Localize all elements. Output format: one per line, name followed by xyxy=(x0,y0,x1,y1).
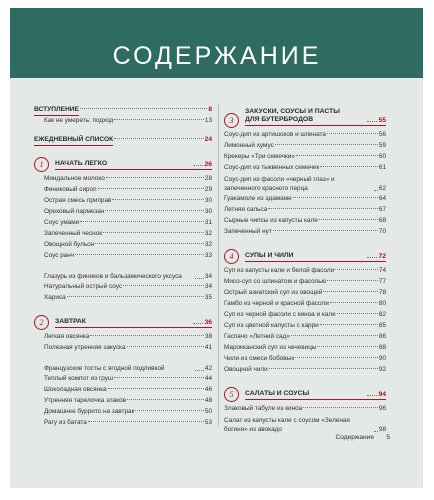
entry-page: 33 xyxy=(204,252,212,259)
toc-entry[interactable] xyxy=(34,406,212,417)
entry-page: 67 xyxy=(378,206,386,213)
entry-title: Соус-дип из фасоли «черный глаз» и запеченного красного перца xyxy=(224,176,335,192)
chapter-title xyxy=(245,252,366,260)
toc-entry[interactable] xyxy=(224,287,386,298)
entry-title: Запеченный чеснок xyxy=(44,230,103,237)
dot-leader xyxy=(108,388,204,389)
chapter-1-heading[interactable] xyxy=(34,154,212,170)
chapter-page: 72 xyxy=(378,253,386,260)
toc-entry[interactable] xyxy=(224,151,386,162)
column-divider xyxy=(218,104,219,426)
chapter-number-badge: 2 xyxy=(34,315,49,330)
entry-page: 96 xyxy=(378,405,386,412)
dot-leader xyxy=(319,219,378,220)
entry-page: 34 xyxy=(204,283,212,290)
dot-leader xyxy=(127,346,204,347)
toc-entry[interactable] xyxy=(34,281,212,292)
entry-page: 61 xyxy=(378,164,386,171)
chapter-title xyxy=(55,160,192,168)
dot-leader xyxy=(106,177,204,178)
dot-leader xyxy=(327,133,378,134)
entry-title: ЕЖЕДНЕВНЫЙ СПИСОК xyxy=(34,134,113,146)
entry-page: 50 xyxy=(204,408,212,415)
entry-page: 13 xyxy=(204,117,212,124)
dot-leader xyxy=(75,254,204,255)
entry-title: Французские тосты с ягодной подливкой xyxy=(44,365,165,372)
dot-leader xyxy=(269,368,378,369)
entry-title: Легкая овсянка xyxy=(44,333,90,340)
chapter-3-heading[interactable] xyxy=(224,104,386,126)
dot-leader xyxy=(291,335,378,336)
entry-page: 78 xyxy=(378,289,386,296)
toc-entry-intro[interactable] xyxy=(34,104,212,115)
toc-entry[interactable] xyxy=(224,364,386,375)
entry-page: 32 xyxy=(204,241,212,248)
toc-entry[interactable] xyxy=(34,217,212,228)
toc-entry[interactable] xyxy=(224,353,386,364)
chapter-heading xyxy=(245,390,386,400)
chapter-title xyxy=(245,108,366,124)
dot-leader xyxy=(88,421,204,422)
dot-leader xyxy=(112,199,203,200)
toc-entry[interactable] xyxy=(224,331,386,342)
toc-entry[interactable] xyxy=(34,184,212,195)
toc-entry[interactable] xyxy=(34,261,212,281)
dot-leader xyxy=(105,210,204,211)
toc-entry[interactable] xyxy=(34,239,212,250)
entry-title: Соус-дип из артишоков и шпината xyxy=(224,131,326,138)
chapter-heading xyxy=(55,160,212,170)
entry-page: 62 xyxy=(378,185,386,192)
entry-page: 53 xyxy=(204,419,212,426)
toc-entry[interactable] xyxy=(224,320,386,331)
dot-leader xyxy=(303,407,378,408)
entry-title: Домашнее буррито на завтрак xyxy=(44,408,135,415)
entry-page: 44 xyxy=(204,375,212,382)
dot-leader xyxy=(103,232,204,233)
dot-leader xyxy=(193,323,203,324)
toc-entry[interactable] xyxy=(34,250,212,261)
entry-page: 74 xyxy=(378,267,386,274)
chapter-page: 36 xyxy=(204,319,212,326)
entry-title: Гамбо из черной и красной фасоли xyxy=(224,300,329,307)
chapter-2-heading[interactable] xyxy=(34,312,212,328)
entry-title: Хариса xyxy=(44,294,66,301)
chapter-heading xyxy=(245,108,386,126)
entry-page: 24 xyxy=(204,136,212,143)
entry-title: ВСТУПЛЕНИЕ xyxy=(34,104,79,116)
entry-page: 8 xyxy=(208,106,212,113)
dot-leader xyxy=(90,335,204,336)
dot-leader xyxy=(327,280,377,281)
dot-leader xyxy=(275,144,378,145)
chapter-number-badge: 5 xyxy=(224,387,239,402)
toc-entry[interactable] xyxy=(224,215,386,226)
toc-entry[interactable] xyxy=(224,265,386,276)
entry-title: Соус умами xyxy=(44,219,80,226)
entry-title: Полезная утренняя закуска xyxy=(44,344,126,351)
entry-page: 34 xyxy=(204,273,212,280)
chapter-title-line: САЛАТЫ И СОУСЫ xyxy=(245,390,310,397)
entry-page: 31 xyxy=(204,219,212,226)
entry-page: 92 xyxy=(378,366,386,373)
page-footer xyxy=(0,434,434,446)
entry-title: Финиковый сироп xyxy=(44,186,97,193)
toc-entry[interactable] xyxy=(224,309,386,320)
entry-title: Крекеры «Три семечки» xyxy=(224,153,295,160)
entry-title: Ореховый пармезан xyxy=(44,208,105,215)
dot-leader xyxy=(367,257,377,258)
dot-leader xyxy=(330,302,378,303)
entry-page: 77 xyxy=(378,278,386,285)
chapter-number-badge: 1 xyxy=(34,157,49,172)
entry-title: Чили из смеси бобовых xyxy=(224,355,295,362)
dot-leader xyxy=(293,197,378,198)
entry-title: Гуакамоле из эдамаме xyxy=(224,195,292,202)
toc-right-column xyxy=(224,104,386,434)
entry-page: 88 xyxy=(378,344,386,351)
dot-leader xyxy=(114,138,204,139)
toc-entry[interactable] xyxy=(224,193,386,204)
entry-title: Острая смесь приправ xyxy=(44,197,112,204)
entry-title: Запеченный нут xyxy=(224,228,272,235)
footer-label: Содержание xyxy=(335,434,374,441)
entry-title: Миндальное молоко xyxy=(44,175,105,182)
toc-entry[interactable] xyxy=(34,195,212,206)
chapter-5-heading[interactable] xyxy=(224,384,386,400)
chapter-title-line: НАЧАТЬ ЛЕГКО xyxy=(55,160,108,167)
dot-leader xyxy=(367,395,377,396)
chapter-title xyxy=(55,318,192,326)
entry-page: 59 xyxy=(378,142,386,149)
dot-leader xyxy=(320,166,378,167)
entry-title: Теплый компот из груш xyxy=(44,375,114,382)
toc-entry[interactable] xyxy=(34,331,212,342)
toc-entry[interactable] xyxy=(224,414,386,434)
entry-page: 90 xyxy=(378,355,386,362)
entry-title: Как не умереть: подход xyxy=(44,117,114,124)
dot-leader xyxy=(95,243,204,244)
entry-title: Суп из капусты кале и белой фасоли xyxy=(224,267,335,274)
chapter-title-line: ЗАКУСКИ, СОУСЫ И ПАСТЫ xyxy=(245,108,340,115)
dot-leader xyxy=(295,357,377,358)
entry-title: Марокканский суп из чечевицы xyxy=(224,344,317,351)
entry-page: 30 xyxy=(204,197,212,204)
entry-page: 82 xyxy=(378,311,386,318)
toc-entry[interactable] xyxy=(224,129,386,140)
toc-entry[interactable] xyxy=(34,292,212,303)
toc-entry[interactable] xyxy=(224,276,386,287)
dot-leader xyxy=(127,399,204,400)
entry-page: 35 xyxy=(204,294,212,301)
toc-entry[interactable] xyxy=(34,228,212,239)
dot-leader xyxy=(323,291,378,292)
entry-title: Мисо-суп со шпинатом и фасолью xyxy=(224,278,327,285)
entry-title: Соус ранч xyxy=(44,252,75,259)
entry-title: Утренняя тарелочка злаков xyxy=(44,397,126,404)
dot-leader xyxy=(268,208,378,209)
toc-left-column xyxy=(34,104,212,428)
chapter-page: 26 xyxy=(204,161,212,168)
dot-leader xyxy=(374,190,378,191)
entry-title: Соус-дип из тыквенных семечек xyxy=(224,164,320,171)
toc-entry[interactable] xyxy=(34,373,212,384)
toc-entry[interactable] xyxy=(34,173,212,184)
entry-title: Шоколадная овсянка xyxy=(44,386,107,393)
entry-page: 32 xyxy=(204,230,212,237)
entry-page: 30 xyxy=(204,208,212,215)
toc-entry[interactable] xyxy=(224,298,386,309)
toc-entry[interactable] xyxy=(34,115,212,126)
dot-leader xyxy=(193,165,203,166)
toc-entry[interactable] xyxy=(224,403,386,414)
entry-page: 29 xyxy=(204,186,212,193)
entry-page: 85 xyxy=(378,322,386,329)
entry-title: Острый азиатский суп из овощей xyxy=(224,289,323,296)
toc-entry[interactable] xyxy=(34,417,212,428)
entry-title: Овощной чили xyxy=(224,366,268,373)
dot-leader xyxy=(317,346,377,347)
dot-leader xyxy=(114,377,204,378)
entry-page: 46 xyxy=(204,386,212,393)
toc-entry-daily[interactable] xyxy=(34,134,212,145)
page-title: СОДЕРЖАНИЕ xyxy=(112,42,322,70)
chapter-4-heading[interactable] xyxy=(224,246,386,262)
toc-entry[interactable] xyxy=(224,342,386,353)
entry-page: 41 xyxy=(204,344,212,351)
entry-title: Овощной бульон xyxy=(44,241,95,248)
dot-leader xyxy=(337,313,378,314)
entry-title: Глазурь из фиников и бальзамического уксуса xyxy=(44,273,182,280)
entry-title: Лимонный хумус xyxy=(224,142,274,149)
dot-leader xyxy=(135,410,204,411)
entry-page: 56 xyxy=(378,131,386,138)
entry-page: 86 xyxy=(378,333,386,340)
entry-title: Летняя сальса xyxy=(224,206,268,213)
entry-page: 80 xyxy=(378,300,386,307)
toc-entry[interactable] xyxy=(224,173,386,193)
chapter-page: 55 xyxy=(378,117,386,124)
toc-entry[interactable] xyxy=(34,384,212,395)
dot-leader xyxy=(98,188,204,189)
dot-leader xyxy=(296,155,378,156)
toc-entry[interactable] xyxy=(224,162,386,173)
chapter-title-line: ЗАВТРАК xyxy=(55,318,86,325)
chapter-title-line: СУПЫ И ЧИЛИ xyxy=(245,252,294,259)
dot-leader xyxy=(320,324,378,325)
toc-entry[interactable] xyxy=(224,204,386,215)
entry-page: 64 xyxy=(378,195,386,202)
entry-page: 68 xyxy=(378,217,386,224)
chapter-heading xyxy=(245,252,386,262)
dot-leader xyxy=(195,278,204,279)
dot-leader xyxy=(67,296,204,297)
entry-title: Рагу из батата xyxy=(44,419,87,426)
dot-leader xyxy=(123,285,204,286)
chapter-heading xyxy=(55,318,212,328)
entry-title: Гаспачо «Летний сад» xyxy=(224,333,290,340)
toc-entry[interactable] xyxy=(34,395,212,406)
entry-title: Салат из капусты кале с соусом «Зеленая богиня» из авокадо xyxy=(224,417,350,433)
entry-title: Суп из черной фасоли с киноа и кале xyxy=(224,311,336,318)
entry-title: Злаковый табуле из киноа xyxy=(224,405,303,412)
toc-entry[interactable] xyxy=(224,140,386,151)
dot-leader xyxy=(335,269,378,270)
entry-page: 60 xyxy=(378,153,386,160)
dot-leader xyxy=(80,108,207,109)
dot-leader xyxy=(80,221,204,222)
chapter-page: 94 xyxy=(378,391,386,398)
entry-title: Натуральный острый соус xyxy=(44,283,123,290)
toc-entry[interactable] xyxy=(34,206,212,217)
chapter-number-badge: 4 xyxy=(224,249,239,264)
dot-leader xyxy=(195,370,204,371)
dot-leader xyxy=(374,431,378,432)
dot-leader xyxy=(114,119,204,120)
dot-leader xyxy=(273,230,378,231)
toc-entry[interactable] xyxy=(34,353,212,373)
chapter-number-badge: 3 xyxy=(224,113,239,128)
entry-page: 38 xyxy=(204,333,212,340)
entry-page: 42 xyxy=(204,365,212,372)
dot-leader xyxy=(367,121,377,122)
entry-page: 98 xyxy=(378,426,386,433)
entry-page: 48 xyxy=(204,397,212,404)
entry-title: Сырные чипсы из капусты кале xyxy=(224,217,318,224)
page-number: 5 xyxy=(386,434,390,441)
entry-page: 28 xyxy=(204,175,212,182)
chapter-title xyxy=(245,390,366,398)
chapter-title-line: ДЛЯ БУТЕРБРОДОВ xyxy=(245,116,314,123)
entry-page: 70 xyxy=(378,228,386,235)
toc-entry[interactable] xyxy=(224,226,386,237)
toc-entry[interactable] xyxy=(34,342,212,353)
entry-title: Суп из цветной капусты с карри xyxy=(224,322,319,329)
